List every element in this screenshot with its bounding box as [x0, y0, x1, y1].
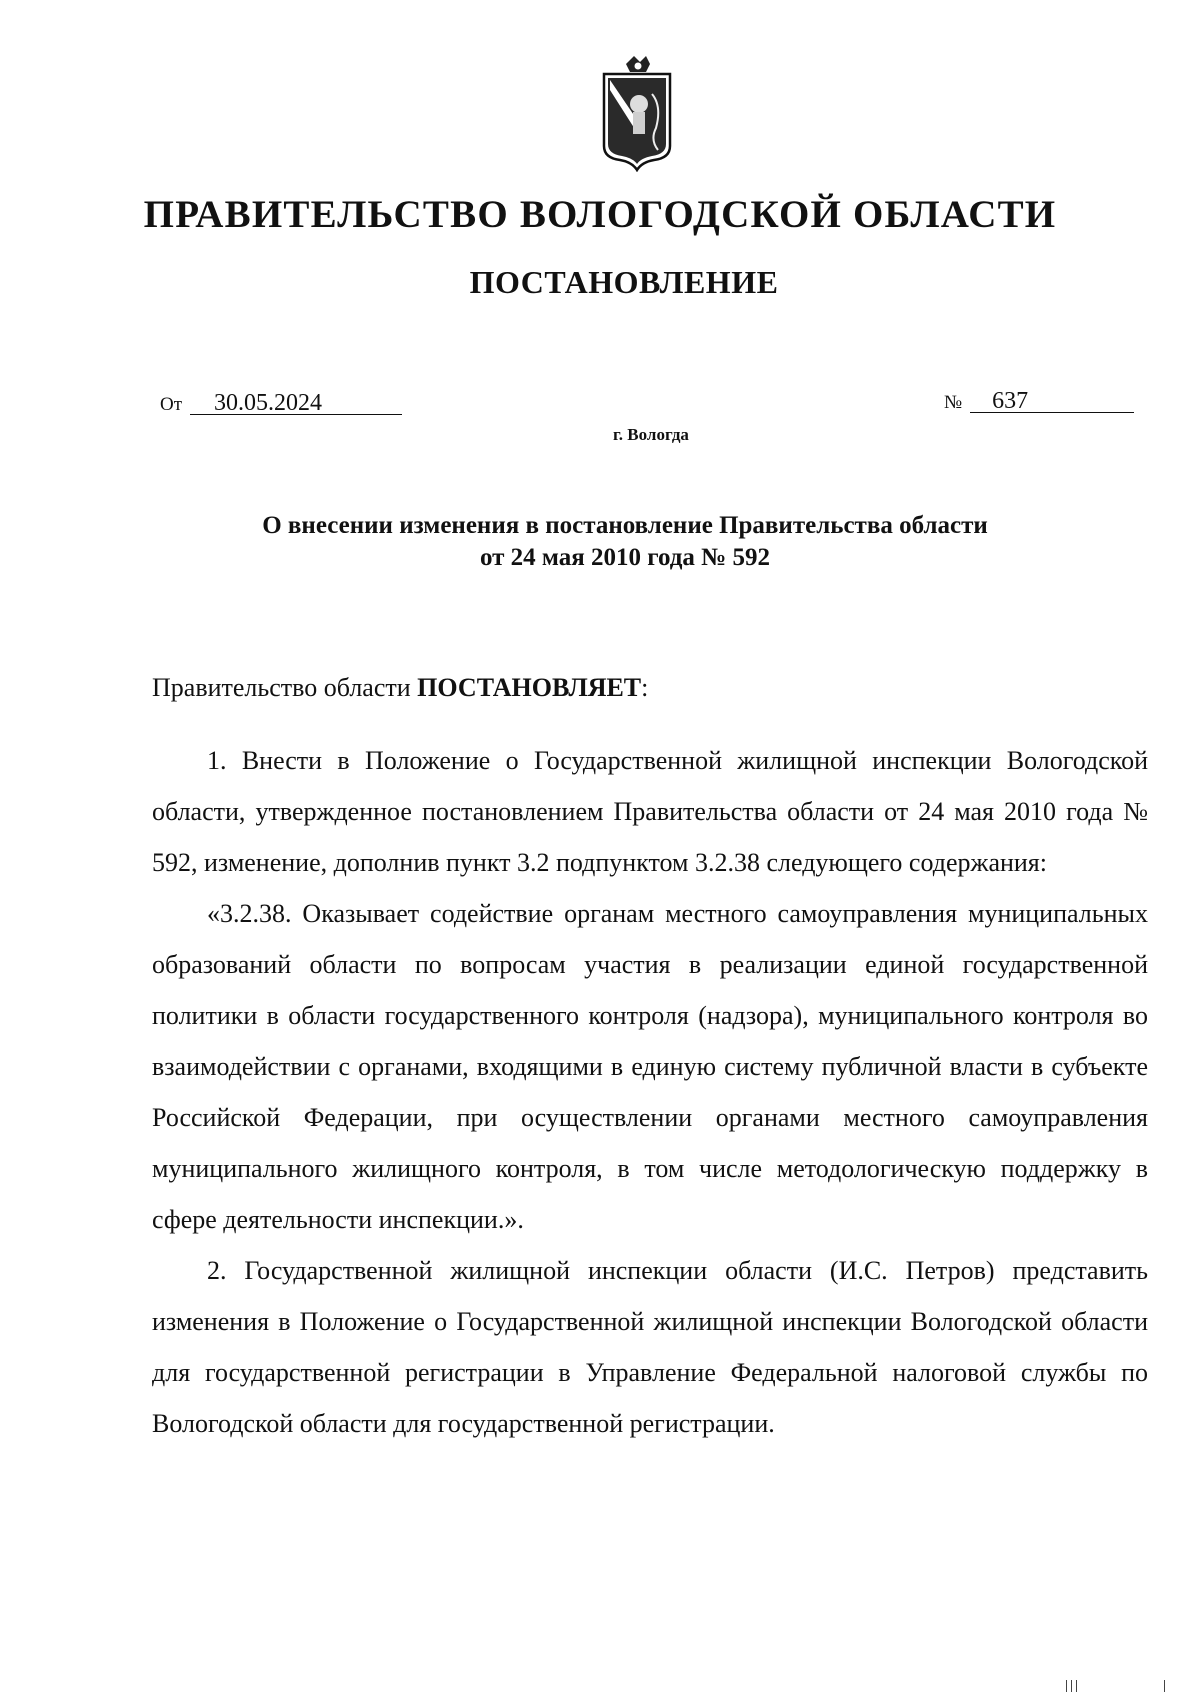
decree-statement: [152, 662, 1148, 713]
scan-artifact: [1076, 1680, 1077, 1692]
document-body: [152, 662, 1148, 1449]
document-date: 30.05.2024: [190, 392, 402, 415]
date-label: От: [160, 394, 183, 415]
document-type: ПОСТАНОВЛЕНИЕ: [469, 264, 779, 300]
subject-line-1: О внесении изменения в постановление Правительства области: [262, 512, 988, 539]
document-number: 637: [970, 390, 1134, 413]
date-block: [160, 392, 402, 416]
decree-word: ПОСТАНОВЛЯЕТ: [417, 673, 642, 702]
city: г. Вологда: [613, 425, 689, 444]
paragraph-2: 2. Государственной жилищной инспекции области (И.С. Петров) представить изменения в Положение о Государственной жилищной инспекции Вологодской области для государственной регистрации в Управление Федеральной налоговой службы по Вологодской области для государственной регистрации.: [152, 1256, 1148, 1438]
decree-suffix: :: [641, 673, 649, 702]
scan-artifact: [1164, 1680, 1165, 1692]
coat-of-arms-icon: [600, 54, 674, 172]
number-block: [944, 390, 1134, 414]
paragraph-quote: «3.2.38. Оказывает содействие органам местного самоуправления муниципальных образований области по вопросам участия в реализации единой государственной политики в области государственного контроля (надзора), муниципального контроля во взаимодействии с органами, входящими в единую систему публичной власти в субъекте Российской Федерации, при осуществлении органами местного самоуправления муниципального жилищного контроля, в том числе методологическую поддержку в сфере деятельности инспекции.».: [152, 899, 1148, 1234]
document-subject: [0, 510, 1200, 574]
subject-line-2: от 24 мая 2010 года № 592: [479, 544, 771, 571]
government-title: ПРАВИТЕЛЬСТВО ВОЛОГОДСКОЙ ОБЛАСТИ: [143, 193, 1057, 236]
decree-prefix: Правительство области: [152, 673, 418, 702]
paragraph-1: 1. Внести в Положение о Государственной жилищной инспекции Вологодской области, утвержденное постановлением Правительства области от 24 мая 2010 года № 592, изменение, дополнив пункт 3.2 подпунктом 3.2.38 следующего содержания:: [152, 746, 1148, 877]
number-label: №: [944, 392, 963, 413]
scan-artifact: [1071, 1680, 1072, 1692]
scan-artifact: [1066, 1680, 1067, 1692]
